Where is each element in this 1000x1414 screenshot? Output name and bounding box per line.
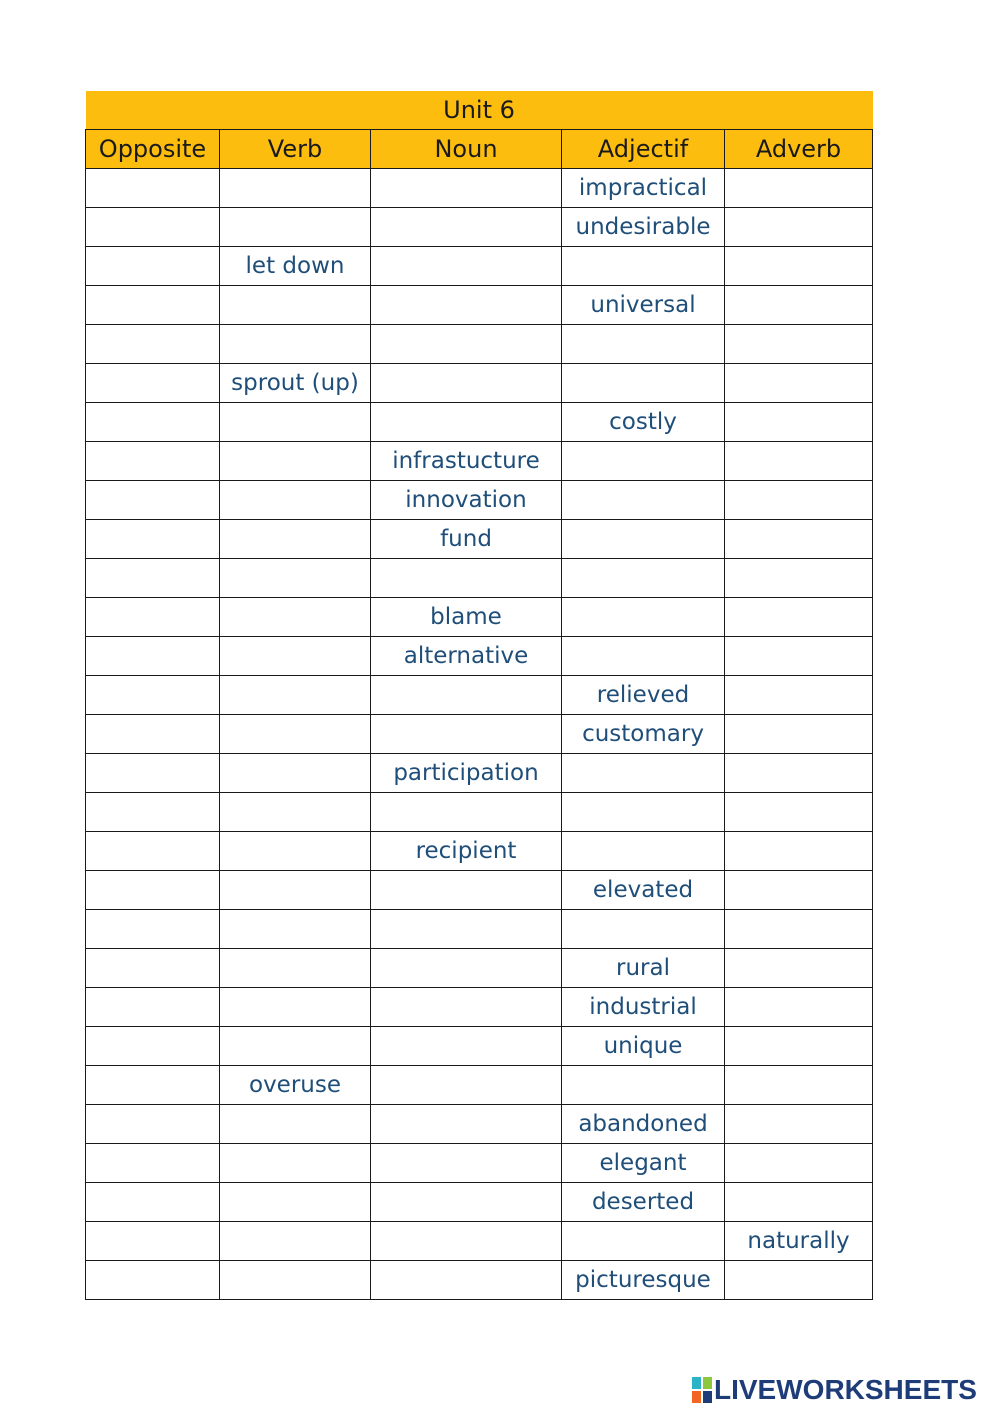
cell-noun[interactable] (371, 208, 562, 247)
table-row (86, 559, 873, 598)
table-row (86, 715, 873, 754)
cell-adverb[interactable] (725, 1027, 873, 1066)
cell-adjectif[interactable] (562, 910, 725, 949)
cell-opposite[interactable] (86, 637, 220, 676)
cell-adjectif: costly (562, 403, 725, 442)
table-row (86, 793, 873, 832)
table-row (86, 169, 873, 208)
cell-noun: innovation (371, 481, 562, 520)
cell-verb: let down (220, 247, 371, 286)
cell-adjectif[interactable] (562, 247, 725, 286)
header-row (86, 130, 873, 169)
cell-noun[interactable] (371, 910, 562, 949)
cell-adverb[interactable] (725, 754, 873, 793)
cell-adjectif: universal (562, 286, 725, 325)
cell-verb[interactable] (220, 169, 371, 208)
cell-opposite[interactable] (86, 325, 220, 364)
cell-opposite[interactable] (86, 169, 220, 208)
liveworksheets-logo-icon (692, 1377, 712, 1403)
cell-adverb[interactable] (725, 598, 873, 637)
cell-verb[interactable] (220, 676, 371, 715)
cell-adverb[interactable] (725, 364, 873, 403)
cell-adverb[interactable] (725, 871, 873, 910)
cell-adjectif: elevated (562, 871, 725, 910)
worksheet-body (86, 169, 873, 1300)
cell-noun[interactable] (371, 715, 562, 754)
cell-verb[interactable] (220, 520, 371, 559)
table-row (86, 403, 873, 442)
cell-opposite[interactable] (86, 481, 220, 520)
cell-adjectif: undesirable (562, 208, 725, 247)
cell-adjectif[interactable] (562, 754, 725, 793)
cell-opposite[interactable] (86, 442, 220, 481)
cell-adverb[interactable] (725, 520, 873, 559)
table-row (86, 208, 873, 247)
cell-opposite[interactable] (86, 793, 220, 832)
cell-noun: alternative (371, 637, 562, 676)
worksheet-table (85, 91, 873, 1300)
cell-verb[interactable] (220, 949, 371, 988)
cell-adjectif: picturesque (562, 1261, 725, 1300)
cell-noun[interactable] (371, 325, 562, 364)
cell-noun[interactable] (371, 286, 562, 325)
cell-adverb[interactable] (725, 1144, 873, 1183)
cell-adverb[interactable] (725, 169, 873, 208)
cell-adjectif[interactable] (562, 364, 725, 403)
cell-adverb[interactable] (725, 286, 873, 325)
cell-adverb[interactable] (725, 247, 873, 286)
cell-noun[interactable] (371, 1261, 562, 1300)
cell-opposite[interactable] (86, 1261, 220, 1300)
cell-adjectif[interactable] (562, 598, 725, 637)
cell-opposite[interactable] (86, 364, 220, 403)
cell-verb[interactable] (220, 637, 371, 676)
cell-verb: sprout (up) (220, 364, 371, 403)
cell-adverb[interactable] (725, 1261, 873, 1300)
cell-adverb[interactable] (725, 403, 873, 442)
cell-adverb[interactable] (725, 559, 873, 598)
cell-noun[interactable] (371, 1144, 562, 1183)
cell-opposite[interactable] (86, 754, 220, 793)
cell-adjectif[interactable] (562, 520, 725, 559)
cell-noun[interactable] (371, 949, 562, 988)
cell-noun[interactable] (371, 676, 562, 715)
cell-adverb[interactable] (725, 949, 873, 988)
cell-verb[interactable] (220, 754, 371, 793)
table-row (86, 1261, 873, 1300)
cell-noun: participation (371, 754, 562, 793)
cell-opposite[interactable] (86, 949, 220, 988)
cell-adjectif: impractical (562, 169, 725, 208)
cell-opposite[interactable] (86, 1222, 220, 1261)
cell-adjectif[interactable] (562, 442, 725, 481)
cell-noun[interactable] (371, 1183, 562, 1222)
cell-adverb[interactable] (725, 910, 873, 949)
cell-adjectif: customary (562, 715, 725, 754)
cell-opposite[interactable] (86, 715, 220, 754)
table-row (86, 364, 873, 403)
cell-noun[interactable] (371, 364, 562, 403)
table-row (86, 1105, 873, 1144)
cell-adjectif: elegant (562, 1144, 725, 1183)
cell-opposite[interactable] (86, 1066, 220, 1105)
cell-verb[interactable] (220, 403, 371, 442)
cell-adjectif[interactable] (562, 481, 725, 520)
cell-adjectif[interactable] (562, 559, 725, 598)
cell-adverb[interactable] (725, 1105, 873, 1144)
cell-opposite[interactable] (86, 832, 220, 871)
cell-opposite[interactable] (86, 871, 220, 910)
cell-verb[interactable] (220, 442, 371, 481)
cell-verb[interactable] (220, 1183, 371, 1222)
cell-opposite[interactable] (86, 520, 220, 559)
header-verb: Verb (220, 130, 371, 169)
cell-noun: infrastucture (371, 442, 562, 481)
header-adjectif: Adjectif (562, 130, 725, 169)
table-row (86, 1144, 873, 1183)
cell-noun[interactable] (371, 793, 562, 832)
cell-verb[interactable] (220, 286, 371, 325)
table-row (86, 1183, 873, 1222)
cell-adjectif[interactable] (562, 793, 725, 832)
table-row (86, 949, 873, 988)
cell-adverb[interactable] (725, 325, 873, 364)
table-row (86, 832, 873, 871)
header-noun: Noun (371, 130, 562, 169)
cell-opposite[interactable] (86, 1183, 220, 1222)
cell-verb[interactable] (220, 832, 371, 871)
header-adverb: Adverb (725, 130, 873, 169)
cell-noun[interactable] (371, 988, 562, 1027)
cell-noun: blame (371, 598, 562, 637)
cell-noun[interactable] (371, 169, 562, 208)
table-row (86, 481, 873, 520)
cell-verb[interactable] (220, 1105, 371, 1144)
cell-opposite[interactable] (86, 1105, 220, 1144)
header-opposite: Opposite (86, 130, 220, 169)
cell-verb[interactable] (220, 559, 371, 598)
logo-text: LIVEWORKSHEETS (714, 1374, 977, 1405)
cell-verb: overuse (220, 1066, 371, 1105)
cell-verb[interactable] (220, 1222, 371, 1261)
table-row (86, 1222, 873, 1261)
table-row (86, 520, 873, 559)
table-row (86, 1027, 873, 1066)
cell-verb[interactable] (220, 481, 371, 520)
table-row (86, 871, 873, 910)
table-row (86, 286, 873, 325)
cell-opposite[interactable] (86, 910, 220, 949)
cell-verb[interactable] (220, 208, 371, 247)
cell-adjectif[interactable] (562, 637, 725, 676)
cell-adjectif[interactable] (562, 1222, 725, 1261)
cell-adverb[interactable] (725, 481, 873, 520)
liveworksheets-logo (692, 1374, 977, 1406)
cell-verb[interactable] (220, 910, 371, 949)
cell-verb[interactable] (220, 1027, 371, 1066)
cell-verb[interactable] (220, 1144, 371, 1183)
cell-opposite[interactable] (86, 598, 220, 637)
cell-opposite[interactable] (86, 988, 220, 1027)
cell-adverb: naturally (725, 1222, 873, 1261)
cell-adjectif: abandoned (562, 1105, 725, 1144)
cell-adverb[interactable] (725, 988, 873, 1027)
title-row (86, 91, 873, 130)
cell-adverb[interactable] (725, 637, 873, 676)
cell-adverb[interactable] (725, 1183, 873, 1222)
cell-adverb[interactable] (725, 208, 873, 247)
cell-adverb[interactable] (725, 676, 873, 715)
cell-noun: recipient (371, 832, 562, 871)
table-row (86, 754, 873, 793)
table-row (86, 676, 873, 715)
cell-noun[interactable] (371, 247, 562, 286)
cell-verb[interactable] (220, 793, 371, 832)
cell-adjectif: deserted (562, 1183, 725, 1222)
cell-opposite[interactable] (86, 286, 220, 325)
cell-noun[interactable] (371, 1027, 562, 1066)
cell-adjectif[interactable] (562, 325, 725, 364)
cell-verb[interactable] (220, 598, 371, 637)
cell-opposite[interactable] (86, 559, 220, 598)
cell-opposite[interactable] (86, 1027, 220, 1066)
cell-opposite[interactable] (86, 208, 220, 247)
table-row (86, 247, 873, 286)
cell-adverb[interactable] (725, 442, 873, 481)
cell-verb[interactable] (220, 325, 371, 364)
table-row (86, 910, 873, 949)
cell-verb[interactable] (220, 1261, 371, 1300)
cell-verb[interactable] (220, 871, 371, 910)
table-row (86, 325, 873, 364)
table-row (86, 988, 873, 1027)
worksheet-title: Unit 6 (86, 91, 873, 130)
cell-noun[interactable] (371, 1105, 562, 1144)
cell-noun[interactable] (371, 1066, 562, 1105)
cell-adjectif[interactable] (562, 832, 725, 871)
cell-verb[interactable] (220, 988, 371, 1027)
cell-adjectif: rural (562, 949, 725, 988)
table-row (86, 1066, 873, 1105)
cell-adverb[interactable] (725, 832, 873, 871)
cell-noun: fund (371, 520, 562, 559)
cell-noun[interactable] (371, 559, 562, 598)
table-row (86, 442, 873, 481)
cell-adverb[interactable] (725, 1066, 873, 1105)
cell-adjectif: industrial (562, 988, 725, 1027)
cell-noun[interactable] (371, 403, 562, 442)
cell-adverb[interactable] (725, 793, 873, 832)
cell-opposite[interactable] (86, 1144, 220, 1183)
cell-adjectif[interactable] (562, 1066, 725, 1105)
cell-adverb[interactable] (725, 715, 873, 754)
table-row (86, 598, 873, 637)
cell-verb[interactable] (220, 715, 371, 754)
cell-noun[interactable] (371, 871, 562, 910)
table-row (86, 637, 873, 676)
cell-opposite[interactable] (86, 403, 220, 442)
cell-opposite[interactable] (86, 676, 220, 715)
cell-adjectif: unique (562, 1027, 725, 1066)
cell-noun[interactable] (371, 1222, 562, 1261)
cell-opposite[interactable] (86, 247, 220, 286)
cell-adjectif: relieved (562, 676, 725, 715)
